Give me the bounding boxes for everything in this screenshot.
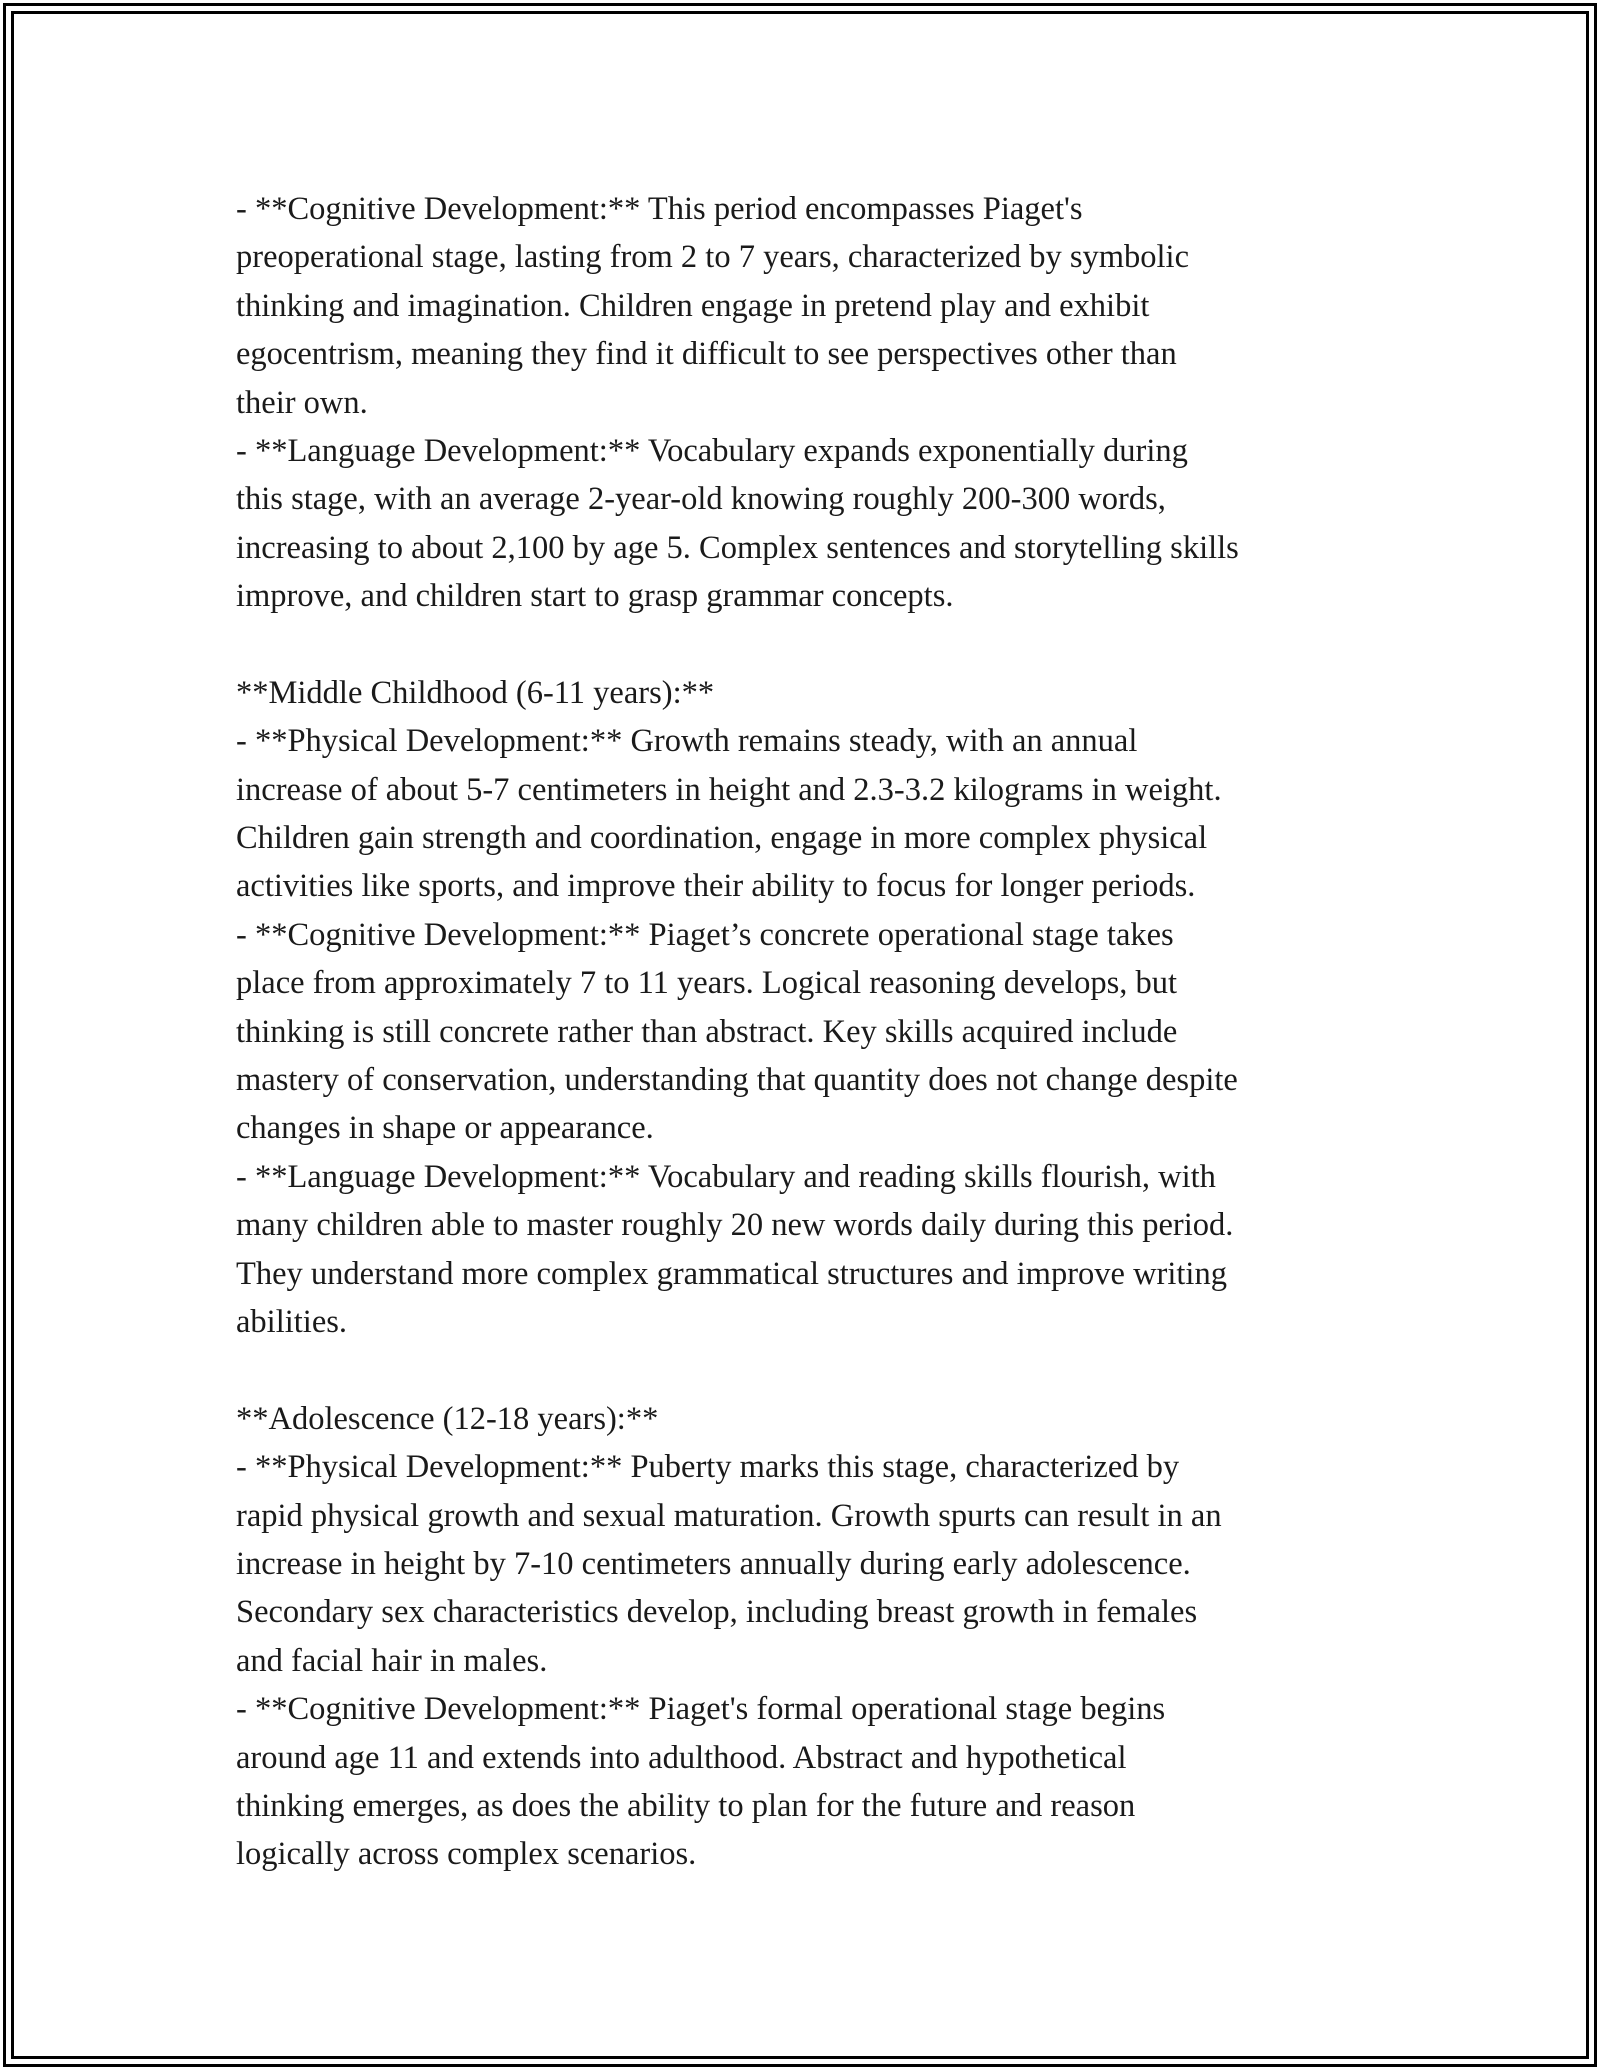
document-body <box>236 185 1386 1879</box>
text-line: and facial hair in males. <box>236 1642 548 1679</box>
text-line: - **Cognitive Development:** Piaget's formal operational stage begins <box>236 1691 1166 1728</box>
text-line: preoperational stage, lasting from 2 to 7 years, characterized by symbolic <box>236 239 1189 276</box>
text-line: They understand more complex grammatical structures and improve writing <box>236 1255 1227 1292</box>
text-line: increase in height by 7-10 centimeters annually during early adolescence. <box>236 1545 1191 1582</box>
text-line: Secondary sex characteristics develop, including breast growth in females <box>236 1594 1198 1631</box>
text-line: thinking is still concrete rather than abstract. Key skills acquired include <box>236 1013 1178 1050</box>
text-line: their own. <box>236 384 368 421</box>
text-line: - **Cognitive Development:** Piaget’s concrete operational stage takes <box>236 916 1174 953</box>
text-line: thinking and imagination. Children engage in pretend play and exhibit <box>236 287 1150 324</box>
text-line: many children able to master roughly 20 new words daily during this period. <box>236 1207 1234 1244</box>
text-line: mastery of conservation, understanding that quantity does not change despite <box>236 1062 1238 1099</box>
text-line: Children gain strength and coordination, engage in more complex physical <box>236 820 1208 857</box>
text-line: changes in shape or appearance. <box>236 1110 654 1147</box>
text-line: activities like sports, and improve their ability to focus for longer periods. <box>236 868 1196 905</box>
text-line: abilities. <box>236 1303 348 1340</box>
text-line: thinking emerges, as does the ability to plan for the future and reason <box>236 1787 1136 1824</box>
text-line: - **Language Development:** Vocabulary expands exponentially during <box>236 432 1188 469</box>
text-line: - **Cognitive Development:** This period encompasses Piaget's <box>236 191 1083 227</box>
blank-line <box>236 621 1386 669</box>
text-line: egocentrism, meaning they find it difficult to see perspectives other than <box>236 336 1177 373</box>
text-line: rapid physical growth and sexual maturation. Growth spurts can result in an <box>236 1497 1222 1534</box>
text-line: - **Physical Development:** Growth remains steady, with an annual <box>236 723 1138 760</box>
text-line: **Middle Childhood (6-11 years):** <box>236 674 715 711</box>
text-line: - **Language Development:** Vocabulary and reading skills flourish, with <box>236 1158 1216 1195</box>
text-line: this stage, with an average 2-year-old knowing roughly 200-300 words, <box>236 481 1166 518</box>
text-line: improve, and children start to grasp grammar concepts. <box>236 578 954 615</box>
text-line: increasing to about 2,100 by age 5. Complex sentences and storytelling skills <box>236 529 1239 566</box>
blank-line <box>236 1346 1386 1394</box>
text-line: - **Physical Development:** Puberty marks this stage, characterized by <box>236 1449 1180 1486</box>
text-line: logically across complex scenarios. <box>236 1836 697 1873</box>
text-line: place from approximately 7 to 11 years. Logical reasoning develops, but <box>236 965 1178 1002</box>
text-line: around age 11 and extends into adulthood. Abstract and hypothetical <box>236 1739 1127 1776</box>
text-line: **Adolescence (12-18 years):** <box>236 1400 659 1437</box>
text-line: increase of about 5-7 centimeters in height and 2.3-3.2 kilograms in weight. <box>236 771 1222 808</box>
